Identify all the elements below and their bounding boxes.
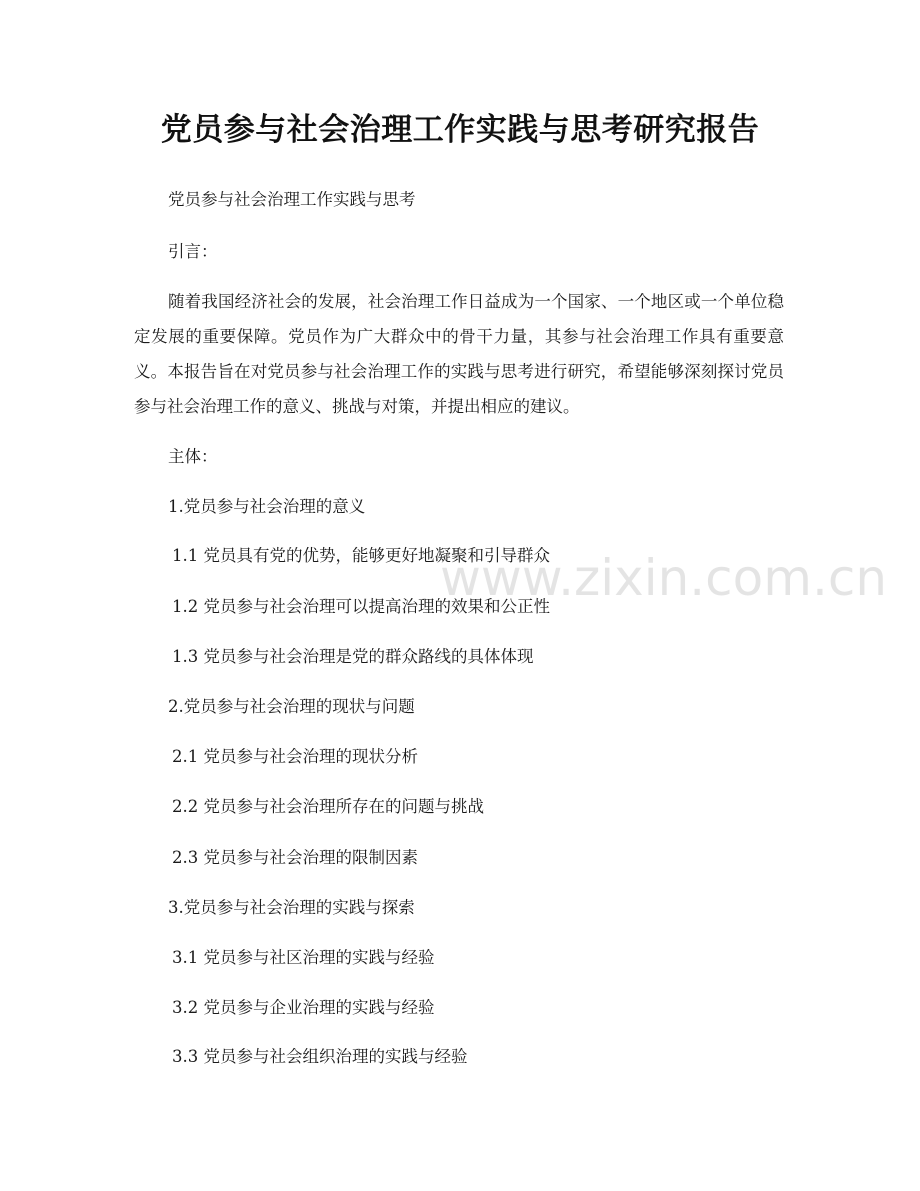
section-item: 1.1 党员具有党的优势，能够更好地凝聚和引导群众 [172, 546, 550, 565]
section-item: 3.3 党员参与社会组织治理的实践与经验 [172, 1047, 468, 1066]
section-item: 3.2 党员参与企业治理的实践与经验 [172, 998, 435, 1017]
document-title: 党员参与社会治理工作实践与思考研究报告 [160, 112, 760, 148]
intro-paragraph: 随着我国经济社会的发展，社会治理工作日益成为一个国家、一个地区或一个单位稳定发展的重要保障。党员作为广大群众中的骨干力量，其参与社会治理工作具有重要意义。本报告旨在对党员参与社会治理工作的实践与思考进行研究，希望能够深刻探讨党员参与社会治理工作的意义、挑战与对策，并提出相应的建议。 [134, 292, 784, 416]
section-item: 3.1 党员参与社区治理的实践与经验 [172, 948, 435, 967]
section-item: 2.2 党员参与社会治理所存在的问题与挑战 [172, 797, 484, 816]
intro-label: 引言： [168, 242, 218, 261]
section-heading: 2.党员参与社会治理的现状与问题 [168, 697, 415, 716]
body-label: 主体： [168, 447, 218, 466]
section-heading: 1.党员参与社会治理的意义 [168, 497, 366, 516]
watermark: www.zixin.com.cn [440, 549, 888, 607]
section-heading: 3.党员参与社会治理的实践与探索 [168, 898, 415, 917]
section-item: 1.2 党员参与社会治理可以提高治理的效果和公正性 [172, 597, 550, 616]
document-subtitle: 党员参与社会治理工作实践与思考 [168, 190, 416, 209]
section-item: 2.1 党员参与社会治理的现状分析 [172, 747, 418, 766]
section-item: 2.3 党员参与社会治理的限制因素 [172, 848, 418, 867]
section-item: 1.3 党员参与社会治理是党的群众路线的具体体现 [172, 647, 534, 666]
